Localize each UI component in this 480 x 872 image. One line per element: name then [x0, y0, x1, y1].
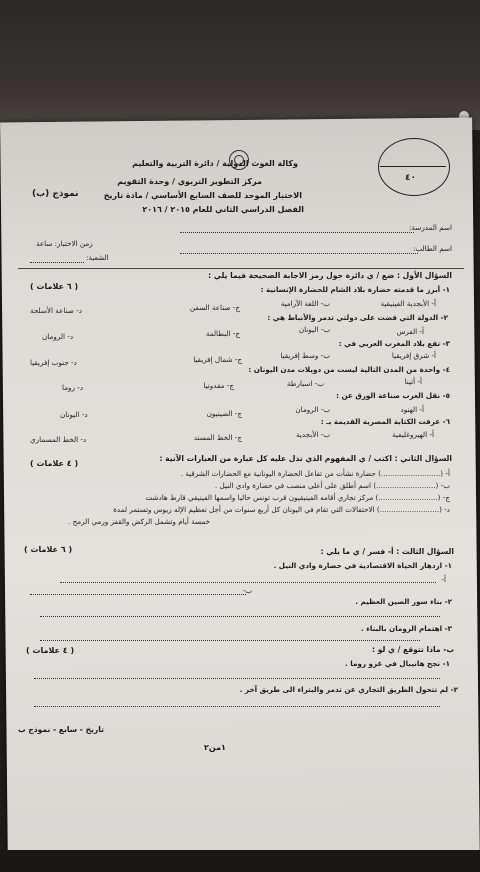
page-number: ١من٢ [204, 743, 226, 752]
q2-marks: ( ٤ علامات ) [30, 459, 79, 468]
q1-question-5: ٥- نقل العرب صناعة الورق عن : [336, 391, 450, 400]
q2-item: أ- (..........................) حضارة نشأت من تفاعل الحضارة اليونانية مع الحضارات الشرقية . [180, 469, 450, 478]
q1-title: السؤال الأول : ضع / ي دائرة حول رمز الاجابة الصحيحة فيما يلي : [208, 271, 452, 280]
model: نموذج (ب) [32, 189, 79, 199]
q1-option: ب- اللغة الآرامية [280, 299, 330, 308]
q3b-item-1: ١- نجح هانيبال في غزو روما . [345, 659, 450, 668]
section-label: الشعبة: [86, 253, 109, 262]
q1-option: د- الرومان [42, 332, 74, 341]
q1-question-6: ٦- عرفت الكتابة المصرية القديمة بـ : [320, 417, 450, 426]
q3-sub-a: أ- [441, 575, 446, 584]
center: مركز التطوير التربوي / وحدة التقويم [117, 177, 262, 186]
school-field [180, 232, 414, 233]
q3-title: السؤال الثالث : أ- فسر / ي ما يلي : [320, 547, 454, 556]
footer-label: تاريخ - سابع - نموذج ب [18, 725, 104, 734]
q1-option: د- جنوب إفريقيا [30, 358, 77, 367]
q3-answer-line [40, 640, 420, 641]
q1-option: ج- صناعة السفن [189, 303, 240, 312]
agency: وكالة الغوث الدولية / دائرة التربية والتعليم [132, 159, 298, 168]
q3-answer-line [60, 582, 436, 583]
q1-option: أ- شرق إفريقيا [391, 351, 436, 360]
q1-marks: ( ٦ علامات ) [30, 282, 79, 291]
q3b-item-2: ٢- لم تتحول الطريق التجاري عن تدمر والبتراء الى طريق آخر . [239, 685, 458, 694]
q1-question-3: ٣- تقع بلاد المغرب العربي في : [338, 339, 450, 348]
student-field [180, 253, 418, 254]
q1-option: ب- اليونان [298, 325, 330, 334]
q3b-marks: ( ٤ علامات ) [26, 646, 75, 655]
q1-option: د- الخط المسماري [30, 435, 87, 444]
q2-item: ج- (..........................) مركز تجاري أقامه الفينيقيون قرب تونس حاليا واسمها الفينيقي قارط هادشت [145, 493, 450, 502]
q1-option: د- روما [62, 383, 84, 392]
q3-marks: ( ٦ علامات ) [24, 545, 73, 554]
q2-continuation: خمسة أيام وتشمل الركض والقفز ورمي الرمح . [68, 517, 210, 526]
q1-option: ج- البطالمة [205, 329, 240, 338]
q1-option: ج- الخط المسند [193, 433, 242, 442]
q1-option: ب- اسبارطة [286, 379, 324, 388]
background-bottom [0, 850, 480, 872]
q1-option: أ- الأبجدية الفينيقية [380, 299, 436, 308]
q2-item: ب- (..........................) اسم أطلق على أعلى منصب في حضارة وادي النيل . [214, 481, 450, 490]
q3-item-1: ١- ازدهار الحياة الاقتصادية في حضارة وادي النيل . [273, 561, 452, 570]
score-value: ٤٠ [405, 173, 416, 183]
q1-option: د- صناعة الأسلحة [30, 306, 82, 315]
q1-option: أ- الهيروغليفية [392, 430, 434, 439]
q3-answer-line [40, 616, 440, 617]
q3-sub-b: ب- [242, 586, 252, 595]
q1-option: أ- أثينا [404, 377, 422, 386]
q1-option: أ- الفرس [396, 327, 424, 336]
q1-option: ج- مقدونيا [203, 381, 234, 390]
q3b-answer-line [34, 678, 440, 679]
term: الفصل الدراسي الثاني للعام ٢٠١٥ / ٢٠١٦ [142, 205, 304, 214]
q1-option: ب- الرومان [295, 405, 330, 414]
q1-question-2: ٢- الدولة التي قضت على دولتي تدمر والأنباط هي : [267, 313, 448, 322]
q1-option: ج- شمال إفريقيا [193, 355, 242, 364]
q2-title: السؤال الثاني : اكتب / ي المفهوم الذي تدل عليه كل عبارة من العبارات الآتية : [159, 454, 452, 463]
q2-item: د- (..........................) الاحتفالات التي تقام في اليونان كل أربع سنوات من أجل تعظيم الإله زيوس وتستمر لمدة [113, 505, 450, 514]
q1-option: ب- وسط إفريقيا [280, 351, 330, 360]
school-label: اسم المدرسة: [409, 223, 452, 232]
q1-option: ج- الصينيون [206, 409, 242, 418]
q1-question-1: ١- أبرز ما قدمته حضارة بلاد الشام للحضارة الإنسانية : [260, 285, 450, 294]
time-label: زمن الاختبار: ساعة [36, 239, 93, 248]
q1-option: ب- الأبجدية [295, 430, 330, 439]
exam-title: الاختبار الموحد للصف السابع الأساسي / مادة تاريخ [103, 191, 302, 200]
section-field [30, 262, 84, 263]
q1-option: د- اليونان [60, 410, 88, 419]
q3b-title: ب- ماذا تتوقع / ي لو : [372, 645, 454, 654]
q1-question-4: ٤- واحدة من المدن التالية ليست من دويلات مدن اليونان : [248, 365, 450, 374]
score-circle-divider [380, 166, 446, 167]
background-top [0, 0, 480, 130]
q1-option: أ- الهنود [400, 405, 424, 414]
q3-answer-line [30, 594, 246, 595]
header-divider [18, 268, 464, 269]
q3-item-2: ٢- بناء سور الصين العظيم . [355, 597, 452, 606]
student-label: اسم الطالب: [412, 244, 452, 253]
score-circle [378, 138, 450, 196]
q3b-answer-line [34, 706, 440, 707]
q3-item-3: ٣- اهتمام الرومان بالبناء . [360, 624, 452, 633]
